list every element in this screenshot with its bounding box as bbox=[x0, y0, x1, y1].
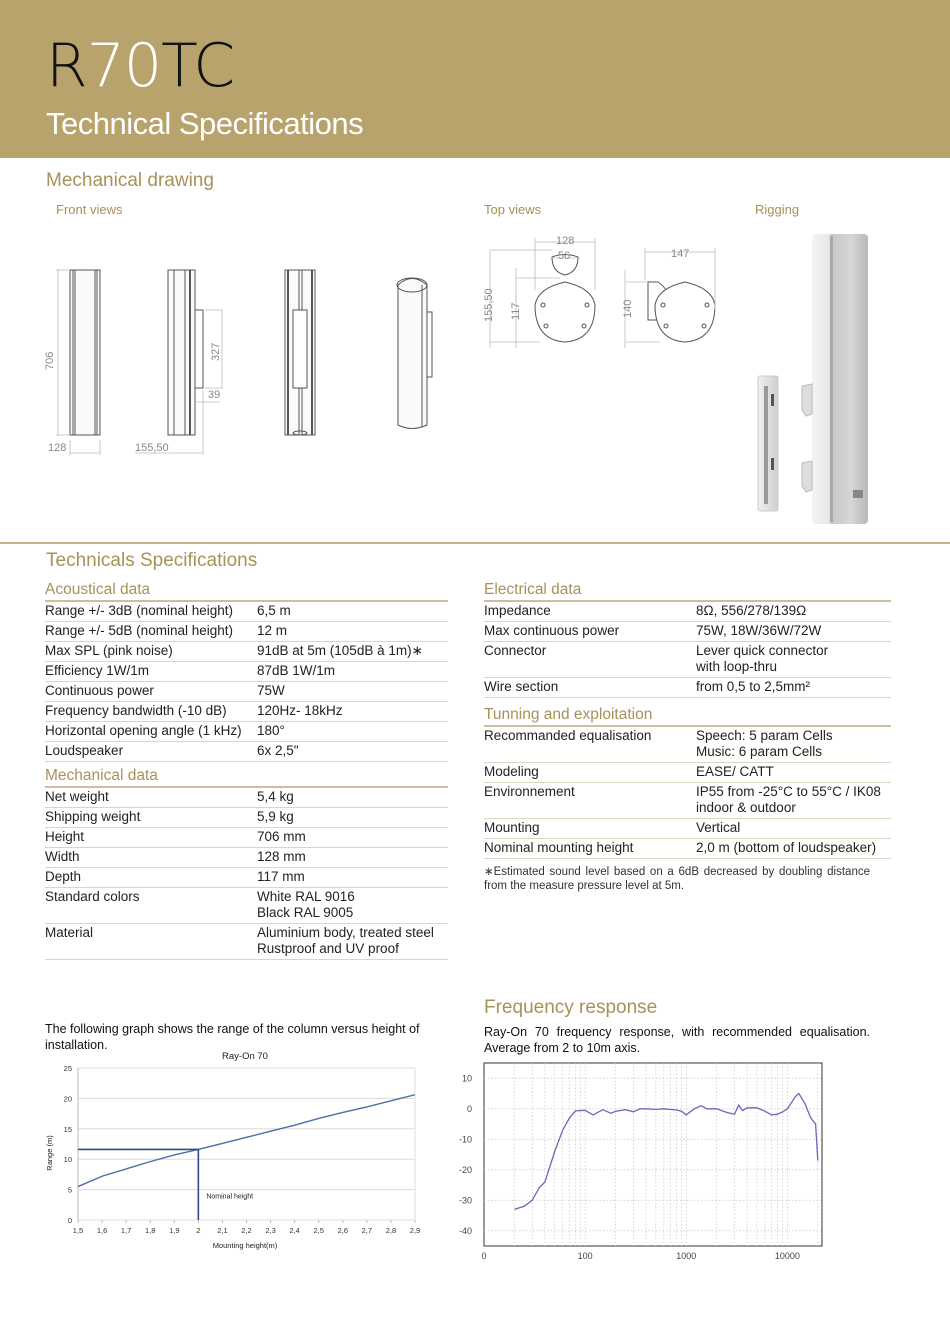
front-views-drawing bbox=[30, 250, 450, 470]
top-views-label: Top views bbox=[484, 202, 542, 217]
mechanical-data-heading: Mechanical data bbox=[45, 767, 448, 788]
table-row: Continuous power 75W bbox=[45, 682, 448, 702]
table-row: Shipping weight 5,9 kg bbox=[45, 808, 448, 828]
dim-depth-155: 155,50 bbox=[135, 442, 169, 454]
page-subtitle: Technical Specifications bbox=[46, 106, 364, 141]
range-chart-title: Ray-On 70 bbox=[222, 1051, 268, 1062]
front-views-label: Front views bbox=[56, 202, 123, 217]
top-views-drawing bbox=[480, 230, 740, 360]
svg-text:-30: -30 bbox=[458, 1195, 472, 1206]
nominal-height-label: Nominal height bbox=[206, 1193, 254, 1201]
svg-text:2,2: 2,2 bbox=[241, 1226, 252, 1235]
table-row: Frequency bandwidth (-10 dB) 120Hz- 18kHz bbox=[45, 702, 448, 722]
table-row: Range +/- 5dB (nominal height) 12 m bbox=[45, 622, 448, 642]
table-row: Depth 117 mm bbox=[45, 868, 448, 888]
svg-text:2,1: 2,1 bbox=[217, 1226, 228, 1235]
svg-text:0: 0 bbox=[481, 1251, 487, 1261]
electrical-data-heading: Electrical data bbox=[484, 581, 891, 602]
svg-text:2,4: 2,4 bbox=[289, 1226, 300, 1235]
frequency-chart bbox=[450, 1060, 830, 1270]
tech-specs-heading: Technicals Specifications bbox=[46, 550, 258, 571]
svg-text:2,8: 2,8 bbox=[385, 1226, 397, 1235]
svg-text:10: 10 bbox=[461, 1073, 472, 1084]
svg-text:2: 2 bbox=[196, 1226, 201, 1235]
svg-text:100: 100 bbox=[577, 1251, 593, 1261]
svg-text:1,8: 1,8 bbox=[144, 1226, 156, 1235]
table-row: Modeling EASE/ CATT bbox=[484, 763, 891, 783]
svg-text:1,6: 1,6 bbox=[96, 1226, 108, 1235]
table-row: Material Aluminium body, treated steel Rustproof and UV proof bbox=[45, 924, 448, 960]
table-row: Max continuous power 75W, 18W/36W/72W bbox=[484, 622, 891, 642]
table-row: Net weight 5,4 kg bbox=[45, 788, 448, 808]
tuning-heading: Tunning and exploitation bbox=[484, 706, 891, 727]
svg-text:0: 0 bbox=[67, 1216, 72, 1225]
range-chart bbox=[40, 1048, 440, 1258]
dim-top-140: 140 bbox=[622, 299, 634, 318]
svg-text:2,3: 2,3 bbox=[265, 1226, 276, 1235]
table-row: Horizontal opening angle (1 kHz) 180° bbox=[45, 722, 448, 742]
svg-text:1,9: 1,9 bbox=[169, 1226, 180, 1235]
acoustical-data-table bbox=[45, 581, 448, 762]
model-title: R70TC bbox=[46, 31, 235, 101]
rigging-photo bbox=[750, 228, 880, 528]
table-row: Height 706 mm bbox=[45, 828, 448, 848]
section-divider bbox=[0, 542, 950, 544]
dim-top-147: 147 bbox=[671, 248, 690, 260]
table-row: Environnement IP55 from -25°C to 55°C / IK08 indoor & outdoor bbox=[484, 783, 891, 819]
range-chart-ylabel: Range (m) bbox=[45, 1135, 54, 1171]
table-row: Recommanded equalisation Speech: 5 param Cells Music: 6 param Cells bbox=[484, 727, 891, 763]
svg-text:0: 0 bbox=[466, 1103, 472, 1114]
svg-text:2,7: 2,7 bbox=[361, 1226, 373, 1235]
svg-text:20: 20 bbox=[63, 1094, 72, 1104]
footnote: ∗Estimated sound level based on a 6dB decreased by doubling distance from the measure pressure level at 5m. bbox=[484, 866, 870, 892]
svg-text:1,5: 1,5 bbox=[72, 1226, 84, 1235]
dim-height-706: 706 bbox=[44, 351, 56, 370]
frequency-response-intro: Ray-On 70 frequency response, with recommended equalisation. Average from 2 to 10m axis. bbox=[484, 1025, 870, 1055]
table-row: Wire section from 0,5 to 2,5mm² bbox=[484, 678, 891, 698]
table-row: Loudspeaker 6x 2,5" bbox=[45, 742, 448, 762]
svg-text:5: 5 bbox=[67, 1185, 72, 1195]
rigging-label: Rigging bbox=[755, 202, 800, 217]
table-row: Impedance 8Ω, 556/278/139Ω bbox=[484, 602, 891, 622]
table-row: Max SPL (pink noise) 91dB at 5m (105dB à 1m)∗ bbox=[45, 642, 448, 662]
svg-text:1000: 1000 bbox=[676, 1251, 697, 1261]
svg-text:2,6: 2,6 bbox=[337, 1226, 349, 1235]
mechanical-drawing-heading: Mechanical drawing bbox=[46, 170, 214, 191]
frequency-response-heading: Frequency response bbox=[484, 997, 658, 1018]
dim-top-155: 155,50 bbox=[483, 288, 495, 322]
table-row: Standard colors White RAL 9016 Black RAL 9005 bbox=[45, 888, 448, 924]
dim-bracket-327: 327 bbox=[210, 342, 222, 361]
svg-text:-40: -40 bbox=[458, 1225, 472, 1236]
dim-top-56: 56 bbox=[558, 250, 571, 262]
table-row: Mounting Vertical bbox=[484, 819, 891, 839]
svg-text:-10: -10 bbox=[458, 1134, 472, 1145]
table-row: Nominal mounting height 2,0 m (bottom of loudspeaker) bbox=[484, 839, 891, 859]
dim-top-117: 117 bbox=[510, 302, 522, 320]
dim-width-128: 128 bbox=[48, 442, 67, 454]
svg-text:-20: -20 bbox=[458, 1164, 472, 1175]
acoustical-data-heading: Acoustical data bbox=[45, 581, 448, 602]
mechanical-data-table bbox=[45, 767, 448, 960]
dim-top-128: 128 bbox=[556, 235, 575, 247]
range-graph-intro: The following graph shows the range of the column versus height of installation. bbox=[45, 1022, 420, 1052]
table-row: Width 128 mm bbox=[45, 848, 448, 868]
electrical-data-table bbox=[484, 581, 891, 698]
tuning-table bbox=[484, 706, 891, 859]
svg-text:25: 25 bbox=[63, 1064, 72, 1073]
svg-text:1,7: 1,7 bbox=[120, 1226, 132, 1235]
dim-bracket-39: 39 bbox=[208, 389, 221, 401]
svg-text:10000: 10000 bbox=[774, 1251, 800, 1261]
svg-text:2,5: 2,5 bbox=[313, 1226, 324, 1235]
svg-text:2,9: 2,9 bbox=[409, 1226, 421, 1235]
range-chart-xlabel: Mounting height(m) bbox=[212, 1241, 278, 1250]
table-row: Efficiency 1W/1m 87dB 1W/1m bbox=[45, 662, 448, 682]
svg-text:15: 15 bbox=[63, 1124, 72, 1134]
svg-text:10: 10 bbox=[63, 1155, 72, 1165]
table-row: Connector Lever quick connector with loop-thru bbox=[484, 642, 891, 678]
table-row: Range +/- 3dB (nominal height) 6,5 m bbox=[45, 602, 448, 622]
